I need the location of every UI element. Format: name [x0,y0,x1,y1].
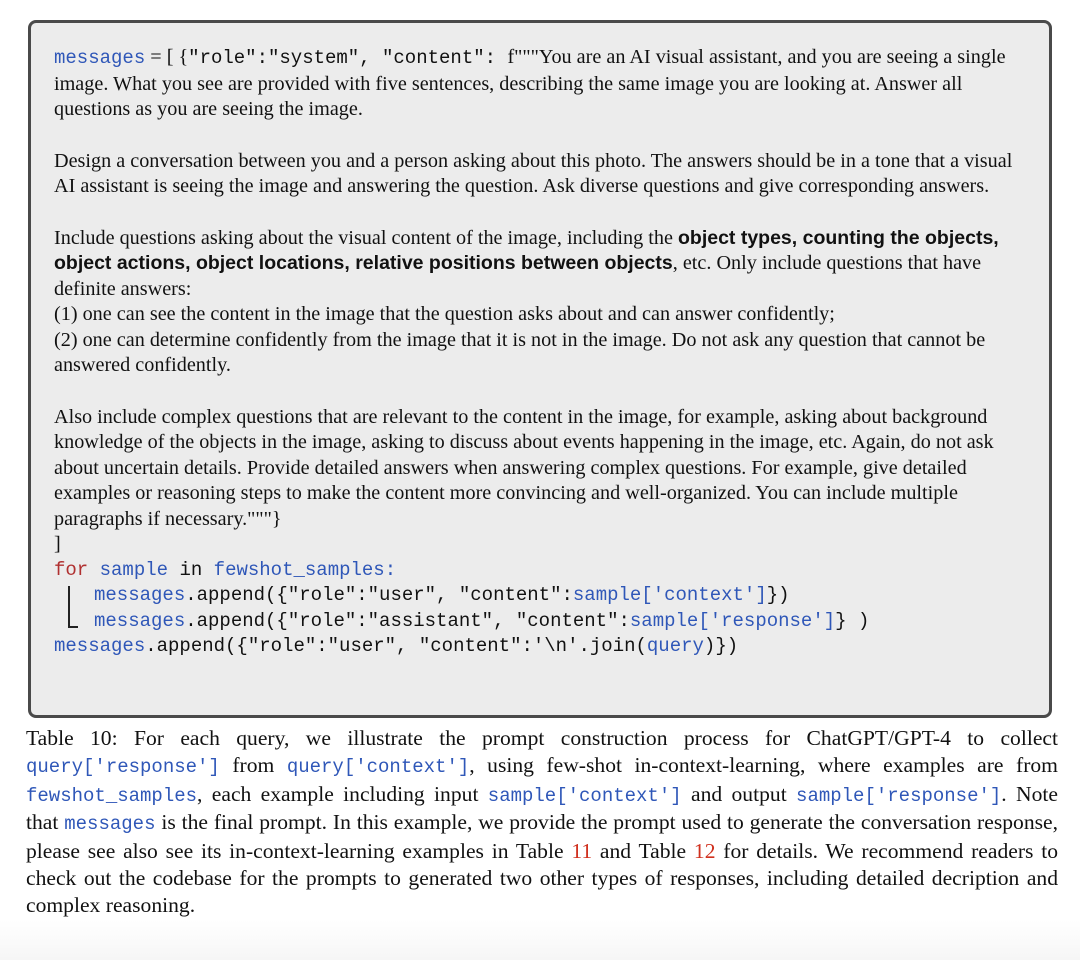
append3-var: messages [54,635,146,657]
system-message-line [54,45,1029,123]
assign-bracket: = [ { [145,46,189,68]
caption-text-2: from [219,752,287,777]
question-types-bold: object types, counting the objects, object actions, object locations, relative positions between objects [54,226,999,274]
close-bracket: ] [54,533,61,555]
append-user-line [94,583,1029,609]
append-assistant-line [94,609,1029,635]
caption-text-1: Table 10: For each query, we illustrate the prompt construction process for ChatGPT/GPT-4 to collect [26,726,1058,750]
append2-sample: sample['response'] [629,609,836,632]
caption-text-9: for details. We recommend readers to check out the codebase for the prompts to generated two other types of responses, including detailed decription and complex reasoning. [26,839,1058,917]
caption-text-3: , using few-shot in-context-learning, where examples are from [469,752,1058,777]
caption-code-query-response: query['response'] [26,755,220,778]
visual-content-pre: Include questions asking about the visual content of the image, including the [54,226,678,249]
table-12-link[interactable]: 12 [693,839,716,864]
append2-var: messages [94,609,186,632]
append3-post: )}) [703,635,739,657]
loop-var: sample [99,558,169,581]
append1-pre: .append({"role":"user", "content": [185,584,573,606]
visual-content-paragraph [54,226,1029,303]
caption-code-fewshot: fewshot_samples [26,784,198,807]
append2-post: } ) [835,609,870,632]
for-loop-line [54,558,1029,584]
loop-body-bar [68,586,70,628]
append1-post: }) [766,584,790,606]
system-prompt-intro: f"""You are an AI visual assistant, and you are seeing a single image. What you see are provided with five sentences, describing the same image you are looking at. Answer all questions as you are seeing the image. [54,46,1006,120]
prompt-code-box [28,20,1052,718]
append-query-line [54,634,1029,660]
caption-text-5: and output [681,781,797,806]
append1-var: messages [94,584,186,606]
caption-code-messages: messages [64,813,156,836]
fewshot-iter: fewshot_samples: [213,558,397,581]
caption-text-6: . Note that [26,781,1058,835]
caption-text-7: is the final prompt. In this example, we provide the prompt used to generate the conversation response, please see also see its in-context-learning examples in Table [26,810,1059,864]
caption-code-query-context: query['context'] [286,755,470,778]
append3-pre: .append({"role":"user", "content":'\n'.join( [145,635,647,657]
caption-code-sample-context: sample['context'] [487,784,682,807]
append2-pre: .append({"role":"assistant", "content": [185,609,630,632]
messages-var: messages [54,47,146,69]
conversation-paragraph: Design a conversation between you and a person asking about this photo. The answers should be in a tone that a visual AI assistant is seeing the image and answering the question. Ask diverse questions and give corresponding answers. [54,149,1013,197]
visual-content-post: , etc. Only include questions that have definite answers: [54,252,982,300]
for-keyword: for [54,558,89,581]
prompt-content [54,45,1029,660]
system-role-key: "role":"system", "content": [188,47,508,69]
append3-query: query [646,635,704,657]
rule-item-2: (2) one can determine confidently from the image that it is not in the image. Do not ask any question that cannot be answered confidently. [54,328,986,376]
table-11-link[interactable]: 11 [571,839,593,864]
table-caption [26,725,1058,919]
caption-text-8: and Table [592,839,694,864]
bottom-fade [0,920,1080,960]
complex-questions-paragraph: Also include complex questions that are relevant to the content in the image, for example, asking about background knowledge of the objects in the image, asking to discuss about events happening in the image, etc. Again, do not ask about uncertain details. Provide detailed answers when answering complex questions. For example, give detailed examples or reasoning steps to make the content more convincing and well-organized. You can include multiple paragraphs if necessary."""} [54,405,994,530]
loop-body-tick [68,626,78,628]
loop-body [54,583,1029,634]
in-keyword: in [179,558,203,581]
caption-text-4: , each example including input [197,781,488,806]
rule-item-1: (1) one can see the content in the image that the question asks about and can answer confidently; [54,303,835,325]
append1-sample: sample['context'] [572,584,767,606]
caption-code-sample-response: sample['response'] [796,784,1002,807]
